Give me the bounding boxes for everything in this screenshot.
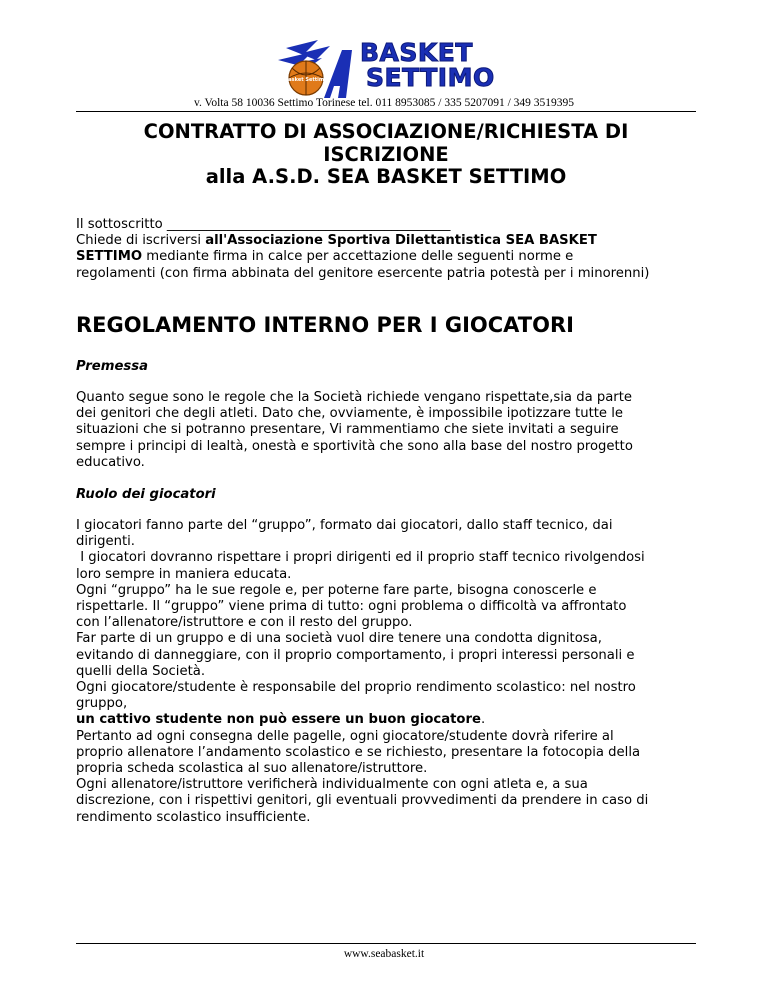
paragraph-line: Quanto segue sono le regole che la Società richiede vengano rispettate,sia da parte <box>76 390 633 405</box>
bold-statement: un cattivo studente non può essere un buon giocatore <box>76 712 481 728</box>
intro-text: Chiede di iscriversi <box>76 233 206 249</box>
logo-text-settimo: SETTIMO <box>366 63 495 92</box>
paragraph-line: Ogni giocatore/studente è responsabile del proprio rendimento scolastico: nel nostro <box>76 680 636 696</box>
bold-statement-line <box>76 712 701 728</box>
paragraph-line: I giocatori fanno parte del “gruppo”, formato dai giocatori, dallo staff tecnico, dai <box>76 518 613 533</box>
paragraph-line: rendimento scolastico insufficiente. <box>76 809 311 825</box>
header-divider <box>76 111 696 112</box>
paragraph-line: Ogni “gruppo” ha le sue regole e, per poterne fare parte, bisogna conoscerle e <box>76 582 597 598</box>
paragraph-line: Ogni allenatore/istruttore verificherà individualmente con ogni atleta e, a sua <box>76 777 588 793</box>
ruolo-paragraph <box>76 518 701 826</box>
title-line-2: ISCRIZIONE <box>323 142 449 166</box>
footer-website: www.seabasket.it <box>343 948 425 960</box>
paragraph-line: evitando di danneggiare, con il proprio comportamento, i propri interessi personali e <box>76 647 635 663</box>
title-line-1: CONTRATTO DI ASSOCIAZIONE/RICHIESTA DI <box>143 120 629 143</box>
intro-paragraph <box>76 217 701 282</box>
section-heading-ruolo: Ruolo dei giocatori <box>76 487 216 502</box>
paragraph-line: situazioni che si potranno presentare, Vi rammentiamo che siete invitati a seguire <box>76 422 619 438</box>
paragraph-line: sempre i principi di lealtà, onestà e sportività che sono alla base del nostro progetto <box>76 438 633 454</box>
footer-divider <box>76 943 696 944</box>
section-heading-premessa: Premessa <box>76 359 148 374</box>
paragraph-line: I giocatori dovranno rispettare i propri dirigenti ed il proprio staff tecnico rivolgendosi <box>76 550 645 566</box>
logo-ball-text: Basket Settimo <box>284 77 328 83</box>
signer-line: Il sottoscritto ___________________________________________ <box>76 217 451 232</box>
paragraph-line: propria scheda scolastica al suo allenatore/istruttore. <box>76 761 428 777</box>
paragraph-line: Pertanto ad ogni consegna delle pagelle, ogni giocatore/studente dovrà riferire al <box>76 728 614 744</box>
club-logo <box>272 38 502 98</box>
paragraph-line: gruppo, <box>76 696 128 712</box>
paragraph-line: loro sempre in maniera educata. <box>76 566 292 582</box>
paragraph-line: discrezione, con i rispettivi genitori, gli eventuali provvedimenti da prendere in caso di <box>76 793 649 809</box>
logo-text-basket: BASKET <box>360 38 473 67</box>
intro-line-4: regolamenti (con firma abbinata del genitore esercente patria potestà per i minorenni) <box>76 265 650 281</box>
regulation-heading: REGOLAMENTO INTERNO PER I GIOCATORI <box>76 313 574 337</box>
association-name-cont: SETTIMO <box>76 249 143 265</box>
club-address: v. Volta 58 10036 Settimo Torinese tel. 011 8953085 / 335 5207091 / 349 3519395 <box>193 97 575 109</box>
title-line-3: alla A.S.D. SEA BASKET SETTIMO <box>205 165 567 188</box>
paragraph-line: dei genitori che degli atleti. Dato che, ovviamente, è impossibile ipotizzare tutte le <box>76 406 623 422</box>
statement-period: . <box>480 712 486 728</box>
association-name: all'Associazione Sportiva Dilettantistica SEA BASKET <box>205 233 597 249</box>
premessa-paragraph <box>76 390 701 471</box>
paragraph-line: rispettarle. Il “gruppo” viene prima di tutto: ogni problema o difficoltà va affrontato <box>76 599 627 615</box>
paragraph-line: educativo. <box>76 454 145 470</box>
paragraph-line: con l’allenatore/istruttore e con il resto del gruppo. <box>76 615 413 631</box>
paragraph-line: proprio allenatore l’andamento scolastico e se richiesto, presentare la fotocopia della <box>76 744 641 760</box>
document-title <box>76 121 696 189</box>
intro-text: mediante firma in calce per accettazione delle seguenti norme e <box>142 249 574 265</box>
basketball-logo-icon <box>272 38 372 100</box>
paragraph-line: dirigenti. <box>76 534 135 550</box>
paragraph-line: Far parte di un gruppo e di una società vuol dire tenere una condotta dignitosa, <box>76 631 602 647</box>
intro-line-3 <box>76 249 701 265</box>
intro-line-2 <box>76 233 701 249</box>
paragraph-line: quelli della Società. <box>76 663 206 679</box>
